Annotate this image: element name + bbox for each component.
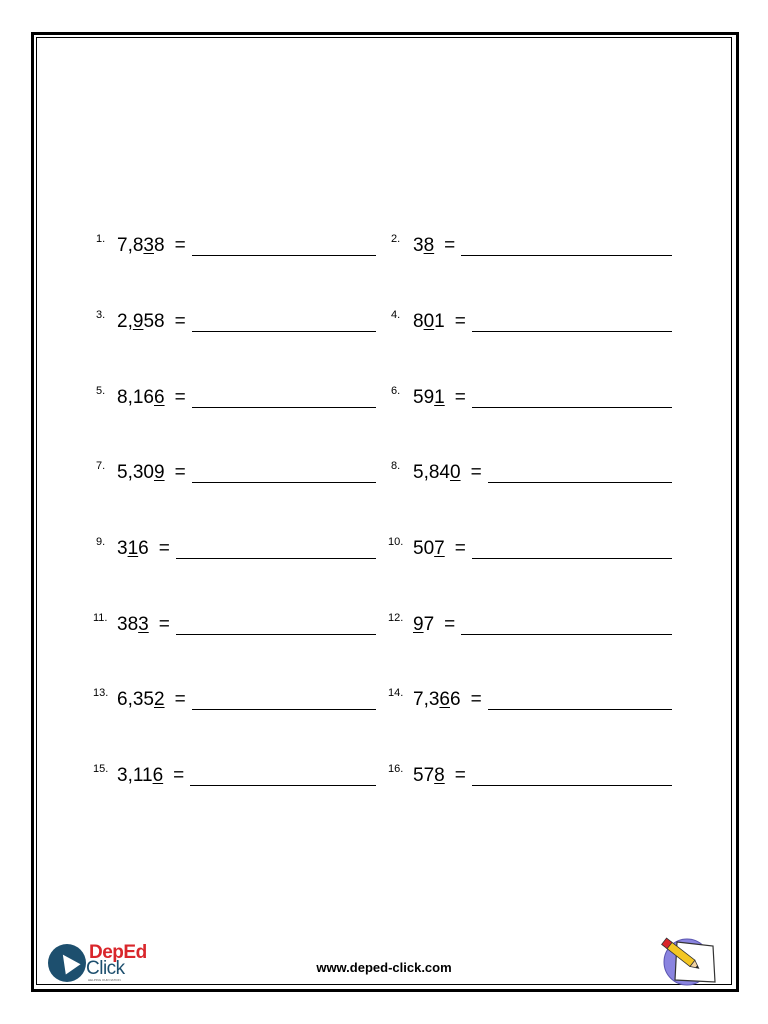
underlined-digit: 8 xyxy=(423,235,435,256)
problem-number: 15. xyxy=(93,763,109,775)
problem-number: 6. xyxy=(391,385,401,397)
footer-url: www.deped-click.com xyxy=(316,960,452,975)
problem-14 xyxy=(0,687,768,717)
equals-sign: = xyxy=(174,387,186,408)
problem-4 xyxy=(0,309,768,339)
digits-after: 8 xyxy=(154,235,165,256)
logo-tagline: HELPING OUR NATION xyxy=(88,978,121,982)
pencil-paper-icon xyxy=(655,932,719,986)
logo-text-click: Click xyxy=(86,958,125,979)
equals-sign: = xyxy=(174,311,186,332)
problem-number: 4. xyxy=(391,309,401,321)
answer-blank[interactable] xyxy=(472,558,672,559)
problem-number: 3. xyxy=(96,309,106,321)
underlined-digit: 0 xyxy=(449,462,461,483)
problem-6 xyxy=(0,385,768,415)
problem-expression xyxy=(413,311,445,333)
digits-before: 8,16 xyxy=(117,387,154,408)
digits-before: 5,30 xyxy=(117,462,154,483)
digits-after: 1 xyxy=(434,311,445,332)
underlined-digit: 3 xyxy=(143,235,154,256)
underlined-digit: 1 xyxy=(127,538,139,559)
equals-sign: = xyxy=(470,462,482,483)
page-border-inner xyxy=(36,37,732,985)
problem-expression xyxy=(413,462,461,484)
equals-sign: = xyxy=(454,765,466,786)
problem-number: 1. xyxy=(96,233,106,245)
underlined-digit: 7 xyxy=(434,538,445,559)
digits-before: 50 xyxy=(413,538,435,559)
digits-after: 6 xyxy=(450,689,461,710)
digits-before: 38 xyxy=(117,614,139,635)
equals-sign: = xyxy=(444,614,456,635)
underlined-digit: 6 xyxy=(152,765,164,786)
answer-blank[interactable] xyxy=(488,709,672,710)
logo-text-deped: DepEd xyxy=(89,942,147,963)
problem-12 xyxy=(0,612,768,642)
problem-8 xyxy=(0,460,768,490)
problem-expression xyxy=(413,689,461,711)
equals-sign: = xyxy=(454,311,466,332)
equals-sign: = xyxy=(470,689,482,710)
digits-before: 3 xyxy=(117,538,128,559)
digits-before: 7,3 xyxy=(413,689,440,710)
problem-expression xyxy=(413,765,445,787)
problem-number: 7. xyxy=(96,460,106,472)
equals-sign: = xyxy=(174,689,186,710)
digits-before: 57 xyxy=(413,765,435,786)
problem-number: 12. xyxy=(388,612,404,624)
digits-before: 7,8 xyxy=(117,235,144,256)
digits-after: 6 xyxy=(138,538,149,559)
digits-before: 8 xyxy=(413,311,424,332)
problem-number: 10. xyxy=(388,536,404,548)
problem-number: 9. xyxy=(96,536,106,548)
digits-before: 2, xyxy=(117,311,133,332)
digits-before: 5,84 xyxy=(413,462,450,483)
problem-16 xyxy=(0,763,768,793)
underlined-digit: 6 xyxy=(153,387,165,408)
problem-expression xyxy=(413,538,445,560)
digits-before: 3,11 xyxy=(117,765,153,786)
underlined-digit: 9 xyxy=(132,311,144,332)
digits-before: 59 xyxy=(413,387,435,408)
problem-number: 14. xyxy=(388,687,404,699)
equals-sign: = xyxy=(173,765,185,786)
underlined-digit: 9 xyxy=(413,614,424,635)
equals-sign: = xyxy=(158,538,170,559)
equals-sign: = xyxy=(454,387,466,408)
digits-after: 58 xyxy=(143,311,165,332)
answer-blank[interactable] xyxy=(472,407,672,408)
equals-sign: = xyxy=(174,235,186,256)
digits-after: 7 xyxy=(423,614,435,635)
underlined-digit: 1 xyxy=(434,387,445,408)
underlined-digit: 0 xyxy=(423,311,435,332)
answer-blank[interactable] xyxy=(461,634,672,635)
underlined-digit: 8 xyxy=(434,765,445,786)
answer-blank[interactable] xyxy=(472,785,672,786)
problem-number: 16. xyxy=(388,763,404,775)
digits-before: 6,35 xyxy=(117,689,154,710)
problem-expression xyxy=(413,387,445,409)
problem-2 xyxy=(0,233,768,263)
problem-10 xyxy=(0,536,768,566)
problem-number: 5. xyxy=(96,385,106,397)
equals-sign: = xyxy=(174,462,186,483)
digits-before: 3 xyxy=(413,235,424,256)
equals-sign: = xyxy=(454,538,466,559)
equals-sign: = xyxy=(158,614,170,635)
equals-sign: = xyxy=(444,235,456,256)
answer-blank[interactable] xyxy=(488,482,672,483)
problem-expression xyxy=(413,235,434,257)
answer-blank[interactable] xyxy=(461,255,672,256)
problem-number: 2. xyxy=(391,233,401,245)
underlined-digit: 9 xyxy=(153,462,165,483)
problem-number: 13. xyxy=(93,687,109,699)
underlined-digit: 3 xyxy=(138,614,149,635)
problem-expression xyxy=(413,614,434,636)
answer-blank[interactable] xyxy=(472,331,672,332)
problem-number: 8. xyxy=(391,460,401,472)
problem-number: 11. xyxy=(93,612,108,624)
underlined-digit: 2 xyxy=(153,689,165,710)
underlined-digit: 6 xyxy=(439,689,450,710)
